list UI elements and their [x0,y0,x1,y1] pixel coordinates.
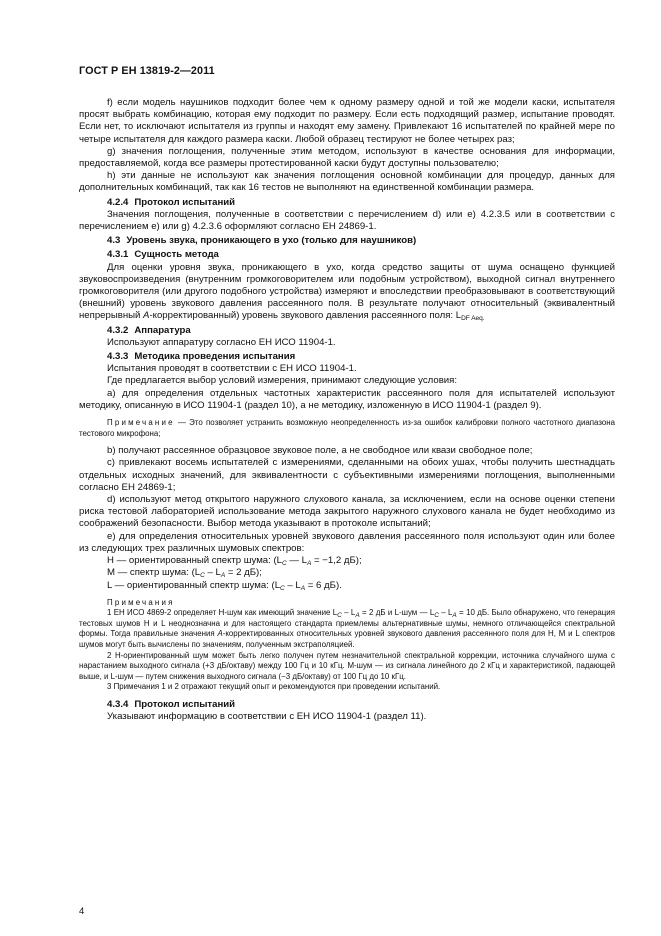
para-f: f) если модель наушников подходит более чем к одному размеру одной и той же модели каски, испытателя просят выбрать комбинацию, которая ему подходит по размеру. Если есть подходящий размер, испытание проводят. Если нет, то исключают испытателя из группы и находят ему замену. Привлекают 16 испытателей по крайней мере по четыре испытателя для каждого размера каски. Любой образец тестируют не более четырех раз; [79,97,615,145]
para-4-3-3-b: b) получают рассеянное образцовое звуковое поле, а не свободное или квази свободное поле; [107,445,533,457]
note-label: Примечание [107,418,175,428]
para-4-3-1: Для оценки уровня звука, проникающего в ухо, когда средство защиты от шума оснащено функцией звуковоспроизведения (внутренним громкоговорителем или подобным устройством), выходной сигнал внутреннего громкоговорителя (или другого подобного устройства) измеряют и впоследствии преобразовывают в соответствующий (внешний) уровень звукового давления рассеянного поля. В результате получают относительный (эквивалентный непрерывный А-корректированный) уровень звукового давления рассеянного поля: $L_{DF Aeq.}$ [79,261,615,323]
para-4-2-4: Значения поглощения, полученные в соответствии с перечислением d) или е) 4.2.3.5 или в соответствии с перечислением е) или g) 4.2.3.6 оформляют согласно ЕН 24869-1. [79,208,615,233]
section-title: Методика проведения испытания [134,351,296,363]
para-4-3-4: Указывают информацию в соответствии с ЕН ИСО 11904-1 (раздел 11). [107,711,427,723]
para-4-3-3-1: Испытания проводят в соответствии с ЕН ИСО 11904-1. [107,363,357,375]
section-heading-4-2-4 [79,197,615,209]
section-heading-4-3 [79,235,615,247]
section-title: Протокол испытаний [134,196,236,208]
spectrum-l: L — ориентированный спектр шума: ($L_C - L_A = 6$ дБ). [107,579,342,592]
para-4-3-3-c: с) привлекают восемь испытателей с измерениями, сделанными на обоих ушах, чтобы получить шестнадцать отдельных исходных значений, для эквивалентности с субъективными измерениями поглощения, выполненными согласно ЕН 24869-1; [79,457,615,493]
spectrum-m: М — спектр шума: ($L_C - L_A = 2$ дБ); [107,567,262,580]
section-number: 4.3.1 [107,249,129,261]
note-item-3: 3 Примечания 1 и 2 отражают текущий опыт и рекомендуются при проведении испытаний. [107,682,441,692]
section-heading-4-3-4 [79,699,615,711]
para-g: g) значения поглощения, полученные этим методом, используют в качестве основания для информации, предоставляемой, когда все размеры протестированной каски будут доступны пользователю; [79,145,615,170]
spectrum-h: Н — ориентированный спектр шума: ($L_C$ — $L_A = -1,2$ дБ); [107,555,362,568]
para-4-3-3-2: Где предлагается выбор условий измерения, принимают следующие условия: [107,375,458,387]
section-title: Протокол испытаний [134,699,236,711]
para-4-3-2: Используют аппаратуру согласно ЕН ИСО 11904-1. [107,336,336,348]
document-header: ГОСТ Р ЕН 13819-2—2011 [79,65,215,77]
note-item-2: 2 Н-ориентированный шум может быть легко получен путем незначительной спектральной коррекции, источника случайного шума с нарастанием выходного сигнала (+3 дБ/октаву) между 100 Гц и 10 кГц. М-шум — из сигнала линейного до 2 кГц и характеристикой, падающей выше, и L-шум — путем снижения выходного сигнала (−3 дБ/октаву) от 100 Гц до 10 кГц. [79,650,615,681]
section-title: Уровень звука, проникающего в ухо (только для наушников) [126,235,417,247]
section-title: Аппаратура [134,324,191,336]
section-heading-4-3-1 [79,249,615,261]
para-4-3-3-d: d) используют метод открытого наружного слухового канала, за исключением, если на основе оценки степени риска тестовой лабораторией использование метода закрытого наружного слухового канала не будет необходимо из соображений безопасности. Выбор метода указывают в протоколе испытаний; [79,494,615,530]
notes-block [79,598,615,693]
para-4-3-3-e: е) для определения относительных уровней звукового давления рассеянного поля используют один или более из следующих трех различных шумовых спектров: [79,530,615,554]
section-number: 4.2.4 [107,196,129,208]
notes-label: Примечания [107,597,175,607]
page-number: 4 [79,906,85,917]
note-text: — Это позволяет устранить возможную неопределенность из-за ошибок калибровки полного частотного диапазона тестового микрофона; [79,418,615,438]
note-1 [79,418,615,439]
section-heading-4-3-2 [79,325,615,337]
para-h: h) эти данные не используют как значения поглощения основной комбинации для процедур, данных для дополнительных комбинаций, так как 16 тестов не выполняют на единственной комбинации размера. [79,170,615,194]
section-title: Сущность метода [134,249,219,261]
section-heading-4-3-3 [79,351,615,363]
document-body [79,97,615,723]
section-number: 4.3.4 [107,699,129,711]
section-number: 4.3.3 [107,351,129,363]
section-number: 4.3 [107,235,121,247]
section-number: 4.3.2 [107,324,129,336]
para-4-3-3-a: а) для определения отдельных частотных характеристик рассеянного поля для испытателей используют методику, описанную в ИСО 11904-1 (раздел 10), а не методику, изложенную в ИСО 11904-1 (раздел 9). [79,387,615,411]
note-item-1: 1 ЕН ИСО 4869-2 определяет Н-шум как имеющий значение $L_C - L_A = 2$ дБ и L-шум — $L_C - L_A = 10$ дБ. Было обнаружено, что генерация тестовых шумов Н и L неоднозначна и для настоящего стандарта приемлемы альтернативные шумы, немного отличающейся спектральной формы. Тогда правильные значения А-корректированных относительных уровней звукового давления рассеянного поля для Н, М и L спектров шумов могут быть вычислены по значениям, полученным экстраполяцией. [79,608,615,650]
